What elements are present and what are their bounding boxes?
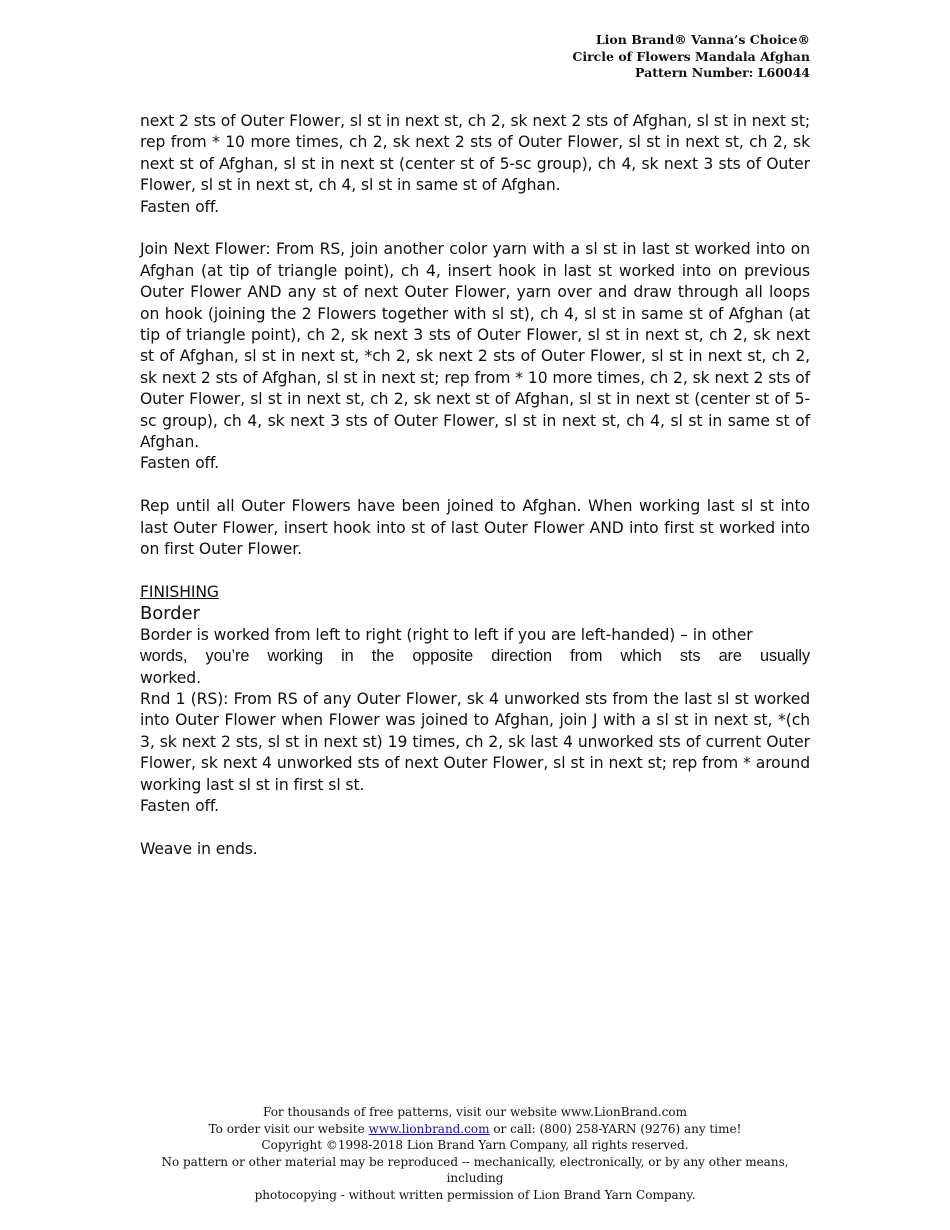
finishing-heading: FINISHING: [140, 582, 219, 601]
border-description-line: Border is worked from left to right (right to left if you are left-handed) – in other: [140, 625, 753, 644]
lionbrand-link[interactable]: www.lionbrand.com: [368, 1121, 490, 1136]
round-1-label: Rnd 1 (RS):: [140, 689, 229, 708]
footer-order-line: To order visit our website www.lionbrand.com or call: (800) 258-YARN (9276) any time!: [208, 1121, 742, 1136]
border-description-line: worked.: [140, 668, 201, 687]
header-brand: Lion Brand® Vanna’s Choice®: [595, 32, 810, 47]
instruction-paragraph: next 2 sts of Outer Flower, sl st in next st, ch 2, sk next 2 sts of Afghan, sl st in next st; rep from * 10 more times, ch 2, sk next 2 sts of Outer Flower, sl st in next st, ch 2, sk next st of Afghan, sl st in next st (center st of 5-sc group), ch 4, sk next 3 sts of Outer Flower, sl st in next st, ch 4, sl st in same st of Afghan.: [140, 112, 810, 195]
border-heading: Border: [140, 603, 200, 625]
footer-copyright: Copyright ©1998-2018 Lion Brand Yarn Company, all rights reserved.: [261, 1138, 689, 1152]
join-next-flower-text: From RS, join another color yarn with a sl st in last st worked into on Afghan (at tip of triangle point), ch 4, insert hook in last st worked into on previous Outer Flower AND any st of next Outer Flower, yarn over and draw through all loops on hook (joining the 2 Flowers together with sl st), ch 4, sl st in same st of Afghan (at tip of triangle point), ch 2, sk next 3 sts of Outer Flower, sl st in next st, ch 2, sk next st of Afghan, sl st in next st, *ch 2, sk next 2 sts of Outer Flower, sl st in next st, ch 2, sk next 2 sts of Afghan, sl st in next st; rep from * 10 more times, ch 2, sk next 2 sts of Outer Flower, sl st in next st, ch 2, sk next st of Afghan, sl st in next st (center st of 5-sc group), ch 4, sk next 3 sts of Outer Flower, sl st in next st, ch 4, sl st in same st of Afghan.: [140, 240, 810, 452]
weave-in-ends-note: Weave in ends.: [140, 839, 258, 858]
header-pattern-number: Pattern Number: L60044: [635, 65, 810, 80]
join-next-flower-paragraph: [140, 239, 810, 453]
round-1-text: From RS of any Outer Flower, sk 4 unworked sts from the last sl st worked into Outer Flower when Flower was joined to Afghan, join J with a sl st in next st, *(ch 3, sk next 2 sts, sl st in next st) 19 times, ch 2, sk last 4 unworked sts of current Outer Flower, sk next 4 unworked sts of next Outer Flower, sl st in next st; rep from * around working last sl st in first sl st.: [140, 689, 810, 794]
footer-notice: No pattern or other material may be reproduced -- mechanically, electronically, or by any other means, including: [161, 1154, 789, 1185]
header-pattern-title: Circle of Flowers Mandala Afghan: [572, 48, 810, 64]
page-header: [572, 32, 810, 82]
footer-notice: photocopying - without written permission of Lion Brand Yarn Company.: [254, 1187, 696, 1202]
border-description-line: words, you’re working in the opposite direction from which sts are usually: [140, 647, 810, 666]
fasten-off-note: Fasten off.: [140, 454, 220, 473]
pattern-body: [140, 111, 810, 860]
repeat-instruction: Rep until all Outer Flowers have been joined to Afghan. When working last sl st into last Outer Flower, insert hook into st of last Outer Flower AND into first st worked into on first Outer Flower.: [140, 497, 810, 559]
fasten-off-note: Fasten off.: [140, 197, 220, 216]
join-next-flower-label: Join Next Flower:: [140, 240, 271, 259]
page-footer: [135, 1104, 815, 1203]
round-1-paragraph: [140, 689, 810, 796]
fasten-off-note: Fasten off.: [140, 796, 220, 815]
footer-line: For thousands of free patterns, visit our website www.LionBrand.com: [263, 1105, 687, 1119]
